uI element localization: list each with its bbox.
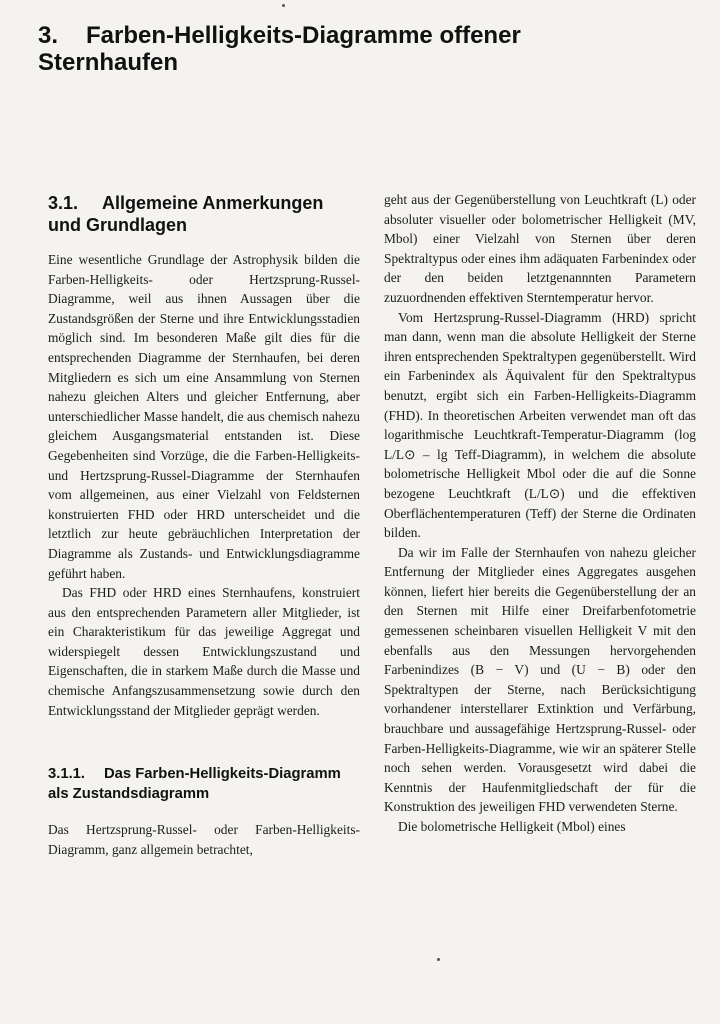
print-speck (437, 958, 440, 961)
paragraph: Vom Hertzsprung-Russel-Diagramm (HRD) spricht man dann, wenn man die absolute Helligkeit der Sterne ihren entsprechenden Spektraltypen gegenüberstellt. Wird ein Farbenindex als Äquivalent für den Spektraltypus benutzt, ergibt sich ein Farben-Helligkeits-Diagramm (FHD). In theoretischen Arbeiten verwendet man oft das logarithmische Leuchtkraft-Temperatur-Diagramm (log L/L⊙ – lg Teff-Diagramm), in welchem die absolute bolometrische Helligkeit Mbol oder die auf die Sonne bezogene Leuchtkraft (L/L⊙) und die effektiven Oberflächentemperaturen (Teff) der Sterne die Ordinaten bilden. (384, 309, 696, 541)
chapter-title (38, 22, 558, 76)
left-column (48, 192, 360, 859)
subsection-title: Das Farben-Helligkeits-Diagramm als Zustandsdiagramm (48, 766, 341, 803)
subsection-number: 3.1.1. (48, 766, 86, 783)
section-heading (48, 192, 360, 236)
paragraph: geht aus der Gegenüberstellung von Leuchtkraft (L) oder absoluter visueller oder bolometrischer Helligkeit (MV, Mbol) einer Vielzahl von Sternen über deren Spektraltypus oder eines ihm adäquaten Farbenindex oder der den beiden letztgenannnten Parametern zuzuordnenden effektiven Sterntemperatur hervor. (384, 192, 696, 305)
paragraph: Da wir im Falle der Sternhaufen von nahezu gleicher Entfernung der Mitglieder eines Aggregates ausgehen können, liefert hier bereits die Gegenüberstellung der an den Sternen mit Hilfe einer Dreifarbenfotometrie gemessenen scheinbaren visuellen Helligkeit V mit den ebenfalls aus den Messungen hervorgehenden Farbenindizes (B − V) und (U − B) oder den Spektraltypen der Sterne, nach Berücksichtigung vorhandener interstellarer Extinktion und Verfärbung, brauchbare und aussagefähige Hertzsprung-Russel- oder Farben-Helligkeits-Diagramme, wie wir an späterer Stelle noch sehen werden. Vorausgesetzt wird dabei die Kenntnis der Haufenmitgliedschaft der für die Konstruktion des jeweiligen FHD verwendeten Sterne. (384, 544, 696, 815)
chapter-title-text: Farben-Helligkeits-Diagramme offener Sternhaufen (38, 22, 521, 76)
paragraph: Die bolometrische Helligkeit (Mbol) eines (398, 819, 626, 834)
paragraph: Das FHD oder HRD eines Sternhaufens, konstruiert aus den entsprechenden Parametern aller Mitglieder, ist ein Charakteristikum für das jeweilige Aggregat und widerspiegelt dessen Entwicklungszustand und Eigenschaften, die in starkem Maße durch die Masse und chemische Anfangszusammensetzung sowie durch den Entwicklungsstand der Mitglieder geprägt werden. (48, 585, 360, 718)
paragraph: Eine wesentliche Grundlage der Astrophysik bilden die Farben-Helligkeits- oder Hertzsprung-Russel-Diagramme, weil aus ihnen Aussagen über die Zustandsgrößen der Sterne und ihre Entwicklungsstadien möglich sind. Im besonderen Maße gilt dies für die entsprechenden Diagramme der Sternhaufen, bei deren Mitgliedern es sich um eine Ansammlung von Sternen nahezu gleichen Alters und gleicher Entfernung, aber unterschiedlicher Masse handelt, die aus chemisch nahezu gleichem Ausgangsmaterial entstanden ist. Diese Gegebenheiten sind Vorzüge, die die Farben-Helligkeits- und Hertzsprung-Russel-Diagramme der Sternhaufen vom allgemeinen, aus einer Vielzahl von Feldsternen konstruierten FHD oder HRD unterscheidet und die letztlich zur heute gebräuchlichen Interpretation der Diagramme als Zustands- und Entwicklungsdiagramme geführt haben. (48, 252, 360, 581)
paragraph: Das Hertzsprung-Russel- oder Farben-Helligkeits-Diagramm, ganz allgemein betrachtet, (48, 822, 360, 857)
print-speck (282, 4, 285, 7)
right-column (384, 190, 696, 837)
section-title: Allgemeine Anmerkungen und Grundlagen (48, 193, 324, 235)
chapter-number: 3. (38, 22, 59, 49)
section-number: 3.1. (48, 193, 79, 213)
subsection-heading (48, 764, 360, 804)
